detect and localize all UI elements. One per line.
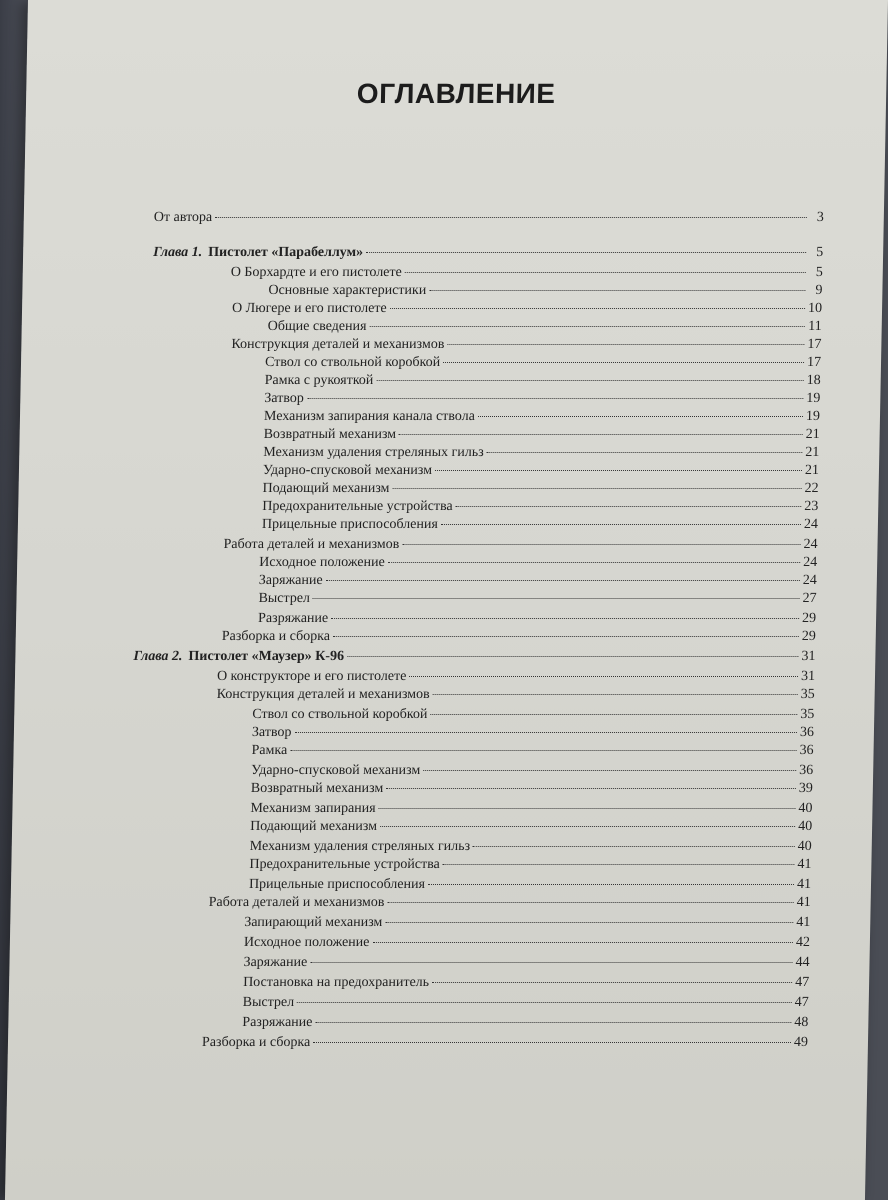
- dot-leader: [478, 416, 803, 417]
- dot-leader: [290, 750, 796, 751]
- toc-row: [202, 1034, 808, 1052]
- toc-label: Механизм запирания канала ствола: [263, 409, 476, 424]
- toc-label: [153, 244, 363, 262]
- toc-row: [262, 516, 818, 534]
- toc-row: [242, 1014, 808, 1032]
- toc-row: [258, 610, 816, 628]
- dot-leader: [441, 524, 801, 525]
- toc-label: Общие сведения: [267, 319, 367, 334]
- toc-label: Заряжание: [243, 955, 308, 970]
- page-number: 41: [796, 915, 811, 930]
- toc-label: Прицельные приспособления: [261, 517, 439, 532]
- toc-row: [252, 724, 814, 742]
- page-number: 35: [800, 707, 815, 722]
- toc-row: [263, 426, 819, 444]
- dot-leader: [369, 326, 804, 327]
- dot-leader: [310, 962, 792, 963]
- page-number: 24: [803, 537, 818, 552]
- toc-label: Работа деталей и механизмов: [223, 537, 400, 552]
- dot-leader: [456, 506, 802, 507]
- page-number: 11: [808, 319, 822, 334]
- toc-label: Работа деталей и механизмов: [208, 895, 385, 910]
- toc-label: Исходное положение: [259, 555, 385, 570]
- dot-leader: [380, 826, 795, 827]
- toc-label: Постановка на предохранитель: [242, 975, 430, 990]
- dot-leader: [390, 308, 805, 309]
- toc-row: [208, 894, 810, 912]
- toc-row: [216, 686, 814, 704]
- dot-leader: [443, 864, 795, 865]
- toc-label: Подающий механизм: [249, 819, 378, 834]
- dot-leader: [372, 942, 792, 943]
- dot-leader: [313, 1042, 791, 1043]
- toc-row: [259, 554, 817, 572]
- dot-leader: [429, 290, 805, 291]
- dot-leader: [376, 380, 803, 381]
- toc-row: [249, 876, 811, 894]
- toc-label: Затвор: [264, 391, 304, 406]
- toc-row: [250, 818, 812, 836]
- dot-leader: [387, 902, 793, 903]
- page-number: 22: [804, 481, 819, 496]
- toc-row: [223, 536, 817, 554]
- toc-row: [259, 572, 817, 590]
- toc-row: [263, 444, 819, 462]
- page-number: 40: [797, 839, 812, 854]
- dot-leader: [428, 884, 794, 885]
- toc-row: [231, 264, 823, 282]
- toc-row: [268, 318, 822, 336]
- dot-leader: [432, 982, 792, 983]
- toc-row: [251, 780, 813, 798]
- toc-row: [250, 800, 812, 818]
- page-number: 36: [799, 763, 814, 778]
- toc-label: Разборка и сборка: [201, 1035, 311, 1050]
- toc-label: Выстрел: [242, 995, 295, 1010]
- toc-row: [244, 934, 810, 952]
- page-number: 41: [796, 877, 812, 892]
- dot-leader: [331, 618, 799, 619]
- page-number: 49: [793, 1035, 809, 1050]
- toc-row: [251, 742, 813, 760]
- toc-row: [231, 336, 821, 354]
- toc-label: Разряжание: [257, 611, 329, 626]
- page-number: 5: [815, 265, 823, 280]
- page-number: 24: [802, 573, 817, 588]
- page-number: 48: [794, 1015, 809, 1030]
- dot-leader: [423, 770, 796, 771]
- page-number: 21: [804, 463, 820, 478]
- toc-label: Ударно-спусковой механизм: [251, 763, 421, 778]
- dot-leader: [294, 732, 797, 733]
- dot-leader: [307, 398, 804, 399]
- toc-label: Разборка и сборка: [221, 629, 331, 644]
- toc-row: [243, 974, 809, 992]
- chapter-number: Глава 2.: [133, 649, 183, 664]
- page-number: 40: [798, 801, 813, 816]
- page-number: 29: [801, 611, 817, 626]
- dot-leader: [447, 344, 804, 345]
- page-number: 19: [805, 409, 821, 424]
- dot-leader: [435, 470, 802, 471]
- toc-label: О Борхардте и его пистолете: [230, 265, 402, 280]
- toc-row: [222, 628, 816, 646]
- dot-leader: [347, 656, 798, 657]
- dot-leader: [388, 562, 800, 563]
- page-number: 24: [803, 517, 819, 532]
- page-number: 40: [797, 819, 813, 834]
- toc-row: [154, 209, 824, 227]
- toc-label: Возвратный механизм: [250, 781, 384, 796]
- toc-label: Ударно-спусковой механизм: [262, 463, 433, 478]
- toc-label: Заряжание: [258, 573, 323, 588]
- page-number: 41: [797, 857, 812, 872]
- dot-leader: [409, 676, 798, 677]
- page-title: ОГЛАВЛЕНИЕ: [356, 78, 556, 109]
- page-number: 35: [800, 687, 815, 702]
- toc-label: Исходное положение: [243, 935, 370, 950]
- dot-leader: [473, 846, 795, 847]
- dot-leader: [297, 1002, 792, 1003]
- page-number: 21: [805, 427, 820, 442]
- toc-row: [264, 390, 820, 408]
- page-number: 29: [801, 629, 816, 644]
- dot-leader: [386, 788, 796, 789]
- toc-label: Прицельные приспособления: [248, 877, 426, 892]
- toc-row: [262, 498, 818, 516]
- toc-row: [264, 408, 820, 426]
- toc-label: Разряжание: [242, 1015, 313, 1030]
- page-number: 42: [795, 935, 811, 950]
- dot-leader: [402, 544, 800, 545]
- chapter-title: Пистолет «Маузер» К-96: [188, 649, 345, 664]
- page-number: 31: [801, 649, 816, 664]
- page-number: 5: [816, 245, 824, 260]
- toc-row: [217, 668, 815, 686]
- page-number: 47: [794, 995, 809, 1010]
- toc-label: Предохранительные устройства: [262, 499, 453, 514]
- toc-label: Конструкция деталей и механизмов: [216, 687, 430, 702]
- page-number: 10: [807, 301, 823, 316]
- toc-row: [244, 914, 810, 932]
- toc-label: Затвор: [251, 725, 292, 740]
- toc-row: [262, 480, 818, 498]
- toc-row: [243, 954, 809, 972]
- page-number: 17: [806, 355, 822, 370]
- dot-leader: [315, 1022, 791, 1023]
- page-number: 36: [799, 725, 815, 740]
- toc-row: [265, 354, 821, 372]
- toc-label: Запирающий механизм: [244, 915, 383, 930]
- page-number: 21: [805, 445, 820, 460]
- dot-leader: [430, 714, 797, 715]
- toc-chapter-row: [133, 648, 815, 666]
- toc-label: Основные характеристики: [268, 283, 427, 298]
- dot-leader: [392, 488, 801, 489]
- dot-leader: [487, 452, 803, 453]
- page-number: 19: [806, 391, 821, 406]
- toc-label: Подающий механизм: [262, 481, 390, 496]
- page-number: 9: [815, 283, 823, 298]
- dot-leader: [385, 922, 793, 923]
- toc-label: Механизм запирания: [250, 801, 376, 816]
- toc-label: Предохранительные устройства: [249, 857, 440, 872]
- book-page: [5, 0, 888, 1200]
- dot-leader: [326, 580, 800, 581]
- dot-leader: [433, 694, 798, 695]
- toc-label: Выстрел: [258, 591, 311, 606]
- toc-row: [263, 462, 819, 480]
- toc-row: [232, 300, 822, 318]
- page-number: 23: [804, 499, 819, 514]
- toc-row: [251, 762, 813, 780]
- page-number: 3: [816, 210, 824, 225]
- toc-label: Механизм удаления стреляных гильз: [263, 445, 484, 460]
- page-number: 31: [800, 669, 816, 684]
- toc-label: Конструкция деталей и механизмов: [231, 337, 445, 352]
- toc-label: [133, 648, 344, 666]
- toc-label: Механизм удаления стреляных гильз: [249, 839, 471, 854]
- toc-label: О конструкторе и его пистолете: [216, 669, 407, 684]
- chapter-number: Глава 1.: [153, 245, 203, 260]
- dot-leader: [333, 636, 799, 637]
- page-number: 44: [795, 955, 810, 970]
- dot-leader: [215, 217, 807, 218]
- page-number: 47: [794, 975, 810, 990]
- page-number: 27: [802, 591, 817, 606]
- toc-label: Рамка: [251, 743, 288, 758]
- dot-leader: [313, 598, 800, 599]
- dot-leader: [379, 808, 796, 809]
- page-number: 39: [798, 781, 814, 796]
- page-number: 17: [807, 337, 822, 352]
- toc-label: Ствол со ствольной коробкой: [264, 355, 441, 370]
- page-number: 18: [806, 373, 821, 388]
- toc-label: Возвратный механизм: [263, 427, 397, 442]
- toc-label: Рамка с рукояткой: [264, 373, 374, 388]
- page-number: 24: [803, 555, 818, 570]
- toc-label: Ствол со ствольной коробкой: [252, 707, 428, 722]
- page-number: 36: [799, 743, 814, 758]
- toc-label: От автора: [153, 210, 213, 225]
- toc-row: [249, 856, 811, 874]
- dot-leader: [443, 362, 804, 363]
- toc-row: [268, 282, 822, 300]
- dot-leader: [366, 252, 806, 253]
- toc-label: О Люгере и его пистолете: [231, 301, 387, 316]
- toc-row: [258, 590, 816, 608]
- dot-leader: [399, 434, 803, 435]
- toc-row: [243, 994, 809, 1012]
- page-number: 41: [796, 895, 811, 910]
- toc-chapter-row: [153, 244, 823, 262]
- toc-row: [265, 372, 821, 390]
- dot-leader: [405, 272, 806, 273]
- toc-row: [250, 838, 812, 856]
- chapter-title: Пистолет «Парабеллум»: [208, 245, 364, 260]
- toc-row: [252, 706, 814, 724]
